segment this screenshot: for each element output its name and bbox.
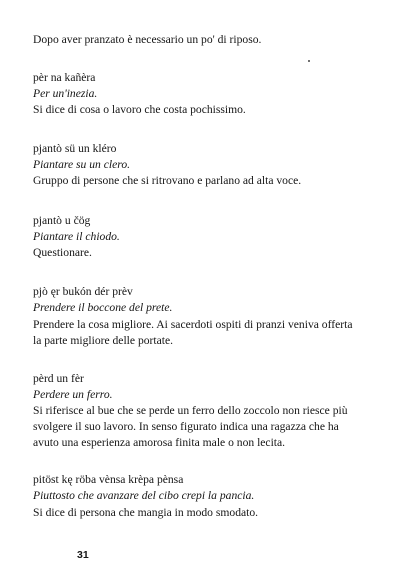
entry-meaning: Prendere la cosa migliore. Ai sacerdoti ospiti di pranzi veniva offerta bbox=[33, 318, 353, 331]
entry-meaning: Gruppo di persone che si ritrovano e parlano ad alta voce. bbox=[33, 174, 302, 187]
entry-italian: Piuttosto che avanzare del cibo crepi la pancia. bbox=[33, 489, 255, 502]
entry-italian: Piantare il chiodo. bbox=[33, 230, 120, 243]
entry-meaning: avuto una esperienza amorosa finita male o non lecita. bbox=[33, 436, 286, 449]
entry-dialect: pjantò u čög bbox=[33, 214, 91, 227]
entry-italian: Perdere un ferro. bbox=[33, 388, 113, 401]
entry-meaning: Si riferisce al bue che se perde un ferro dello zoccolo non riesce più bbox=[33, 404, 348, 417]
intro-line: Dopo aver pranzato è necessario un po' di riposo. bbox=[33, 33, 262, 46]
entry-dialect: pitöst kę röba vènsa krèpa pènsa bbox=[33, 473, 184, 486]
entry-meaning: svolgere il suo lavoro. In senso figurato indica una ragazza che ha bbox=[33, 420, 339, 433]
print-speck bbox=[308, 60, 310, 62]
entry-italian: Piantare su un clero. bbox=[33, 158, 131, 171]
entry-meaning: Si dice di persona che mangia in modo smodato. bbox=[33, 506, 259, 519]
entry-italian: Prendere il boccone del prete. bbox=[33, 301, 173, 314]
entry-italian: Per un'inezia. bbox=[33, 87, 98, 100]
entry-meaning: Questionare. bbox=[33, 246, 92, 259]
entry-dialect: pèr na kañèra bbox=[33, 71, 96, 84]
entry-meaning: la parte migliore delle portate. bbox=[33, 334, 174, 347]
entry-meaning: Si dice di cosa o lavoro che costa pochissimo. bbox=[33, 103, 246, 116]
entry-dialect: pjò ęr bukón dér prèv bbox=[33, 285, 133, 298]
page-number: 31 bbox=[77, 549, 89, 561]
entry-dialect: pèrd un fèr bbox=[33, 372, 84, 385]
entry-dialect: pjantò sü un kléro bbox=[33, 142, 117, 155]
